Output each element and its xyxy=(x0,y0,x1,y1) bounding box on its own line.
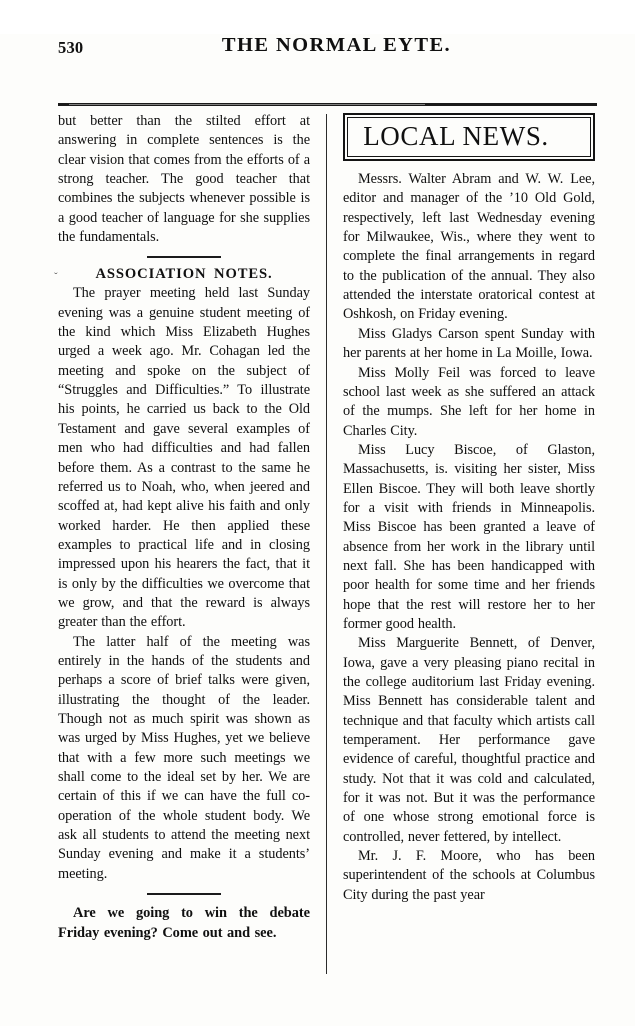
local-news-item: Miss Molly Feil was forced to leave school last week as she suffered an attack of the mumps. She left for her home in Charles City. xyxy=(343,364,595,439)
publication-title: THE NORMAL EYTE. xyxy=(221,34,452,56)
association-notes-paragraph: The latter half of the meeting was entirely in the hands of the students and perhaps a score of brief talks were given, illustrating the thought of the leader. Though not as much spirit was shown as was urged by Miss Hughes, yet we believe that with a few more such meetings we shall come to the ideal set by her. We are certain of this if we can have the full co-operation of the whole student body. We ask all students to attend the meeting next Sunday evening and make it a students’ meeting. xyxy=(58,633,310,882)
column-container xyxy=(54,112,597,996)
association-notes-heading-text: ASSOCIATION NOTES. xyxy=(95,266,273,283)
local-news-item: Miss Lucy Biscoe, of Glaston, Massachusetts, is. visiting her sister, Miss Ellen Biscoe. They will both leave shortly for a visit with friends in Minneapolis. Miss Biscoe has been granted a leave of absence from her work in the library until next fall. She has been handicapped with poor health for some time and her friends hope that the rest will restore her to her former good health. xyxy=(343,441,595,632)
local-news-item: Mr. J. F. Moore, who has been superintendent of the schools at Columbus City during the past year xyxy=(343,848,595,903)
local-news-header-inner-border xyxy=(347,117,591,157)
left-column xyxy=(54,112,326,996)
local-news-title: LOCAL NEWS. xyxy=(363,121,549,151)
association-notes-heading xyxy=(54,266,310,284)
page-number: 530 xyxy=(58,38,84,57)
masthead xyxy=(58,34,597,72)
local-news-header-box xyxy=(343,113,595,161)
section-divider-rule xyxy=(147,893,221,895)
right-column xyxy=(327,112,595,996)
debate-notice: Are we going to win the debate Friday evening? Come out and see. xyxy=(58,905,310,942)
local-news-item: Miss Marguerite Bennett, of Denver, Iowa, gave a very pleasing piano recital in the college auditorium last Friday evening. Miss Bennett has considerable talent and technique and that faculty which artists call temperament. Her performance gave evidence of careful, thoughtful practice and study. Not that it was cold and calculated, for it was not. But it was the performance of one whose strong emotional force is controlled, never fettered, by intellect. xyxy=(343,635,595,845)
section-divider-rule xyxy=(147,256,221,258)
continued-paragraph: but better than the stilted effort at answering in complete sentences is the clear vision that comes from the efforts of a strong teacher. The good teacher that combines the subjects whenever possible is a good teacher of language for she supplies the fundamentals. xyxy=(58,113,310,246)
stray-ink-mark: ˇ xyxy=(54,271,59,284)
masthead-rule xyxy=(58,103,597,106)
local-news-item: Messrs. Walter Abram and W. W. Lee, editor and manager of the ’10 Old Gold, respectively, left last Wednesday evening for Milwaukee, Wis., where they went to complete the final arrangements in regard to the publication of the annual. They also attended the interstate oratorical contest at Oshkosh, on Friday evening. xyxy=(343,171,595,323)
local-news-item: Miss Gladys Carson spent Sunday with her parents at her home in La Moille, Iowa. xyxy=(343,325,595,362)
newspaper-page xyxy=(0,34,635,1026)
association-notes-paragraph: The prayer meeting held last Sunday evening was a genuine student meeting of the kind which Miss Elizabeth Hughes urged a week ago. Mr. Cohagan led the meeting and spoke on the subject of “Struggles and Difficulties.” To illustrate his points, he carried us back to the Old Testament and gave several examples of men who had difficulties and had fallen before them. As a contrast to the same he referred us to Noah, who, when jeered and scoffed at, had kept alive his faith and only worked harder. He then applied these examples to practical life and in closing impressed upon his hearers the fact, that it is only by the difficulties we overcome that we grow, and that the reward is always greater than the effort. xyxy=(58,285,310,631)
